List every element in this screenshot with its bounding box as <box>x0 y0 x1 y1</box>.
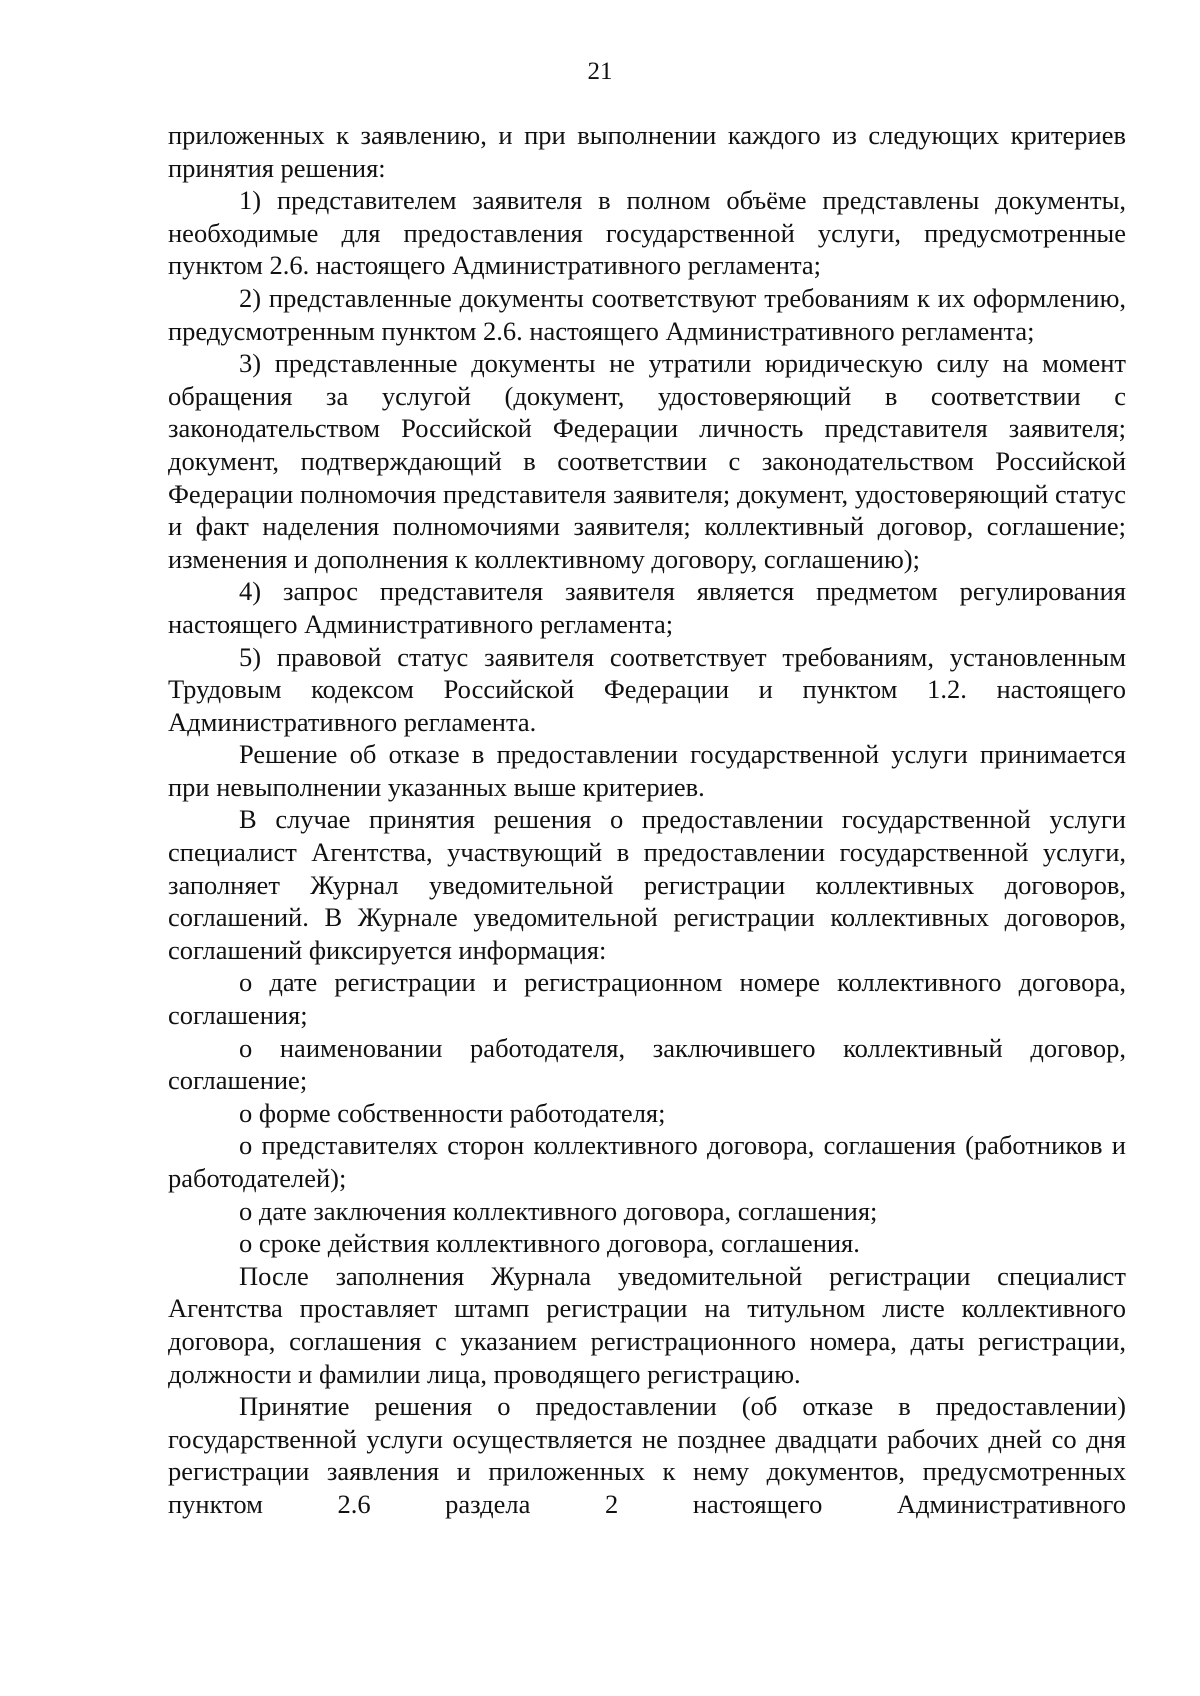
paragraph-criterion-5: 5) правовой статус заявителя соответствует требованиям, установленным Трудовым кодексом Российской Федерации и пунктом 1.2. настоящего Административного регламента. <box>168 641 1126 737</box>
paragraph-decision-deadline: Принятие решения о предоставлении (об отказе в предоставлении) государственной услуги осуществляется не позднее двадцати рабочих дней со дня регистрации заявления и приложенных к нему документов, предусмотренных пунктом 2.6 раздела 2 настоящего Административного <box>168 1391 1126 1519</box>
paragraph-criterion-1: 1) представителем заявителя в полном объёме представлены документы, необходимые для предоставления государственной услуги, предусмотренные пунктом 2.6. настоящего Административного регламента; <box>168 185 1126 281</box>
paragraph-criterion-4: 4) запрос представителя заявителя является предметом регулирования настоящего Административного регламента; <box>168 576 1126 639</box>
paragraph-intro-continuation: приложенных к заявлению, и при выполнении каждого из следующих критериев принятия решения: <box>168 120 1126 183</box>
document-body <box>168 119 1126 1521</box>
paragraph-criterion-3: 3) представленные документы не утратили юридическую силу на момент обращения за услугой (документ, удостоверяющий в соответствии с законодательством Российской Федерации личность представителя заявителя; документ, подтверждающий в соответствии с законодательством Российской Федерации полномочия представителя заявителя; документ, удостоверяющий статус и факт наделения полномочиями заявителя; коллективный договор, соглашение; изменения и дополнения к коллективному договору, соглашению); <box>168 348 1126 574</box>
paragraph-refusal-decision: Решение об отказе в предоставлении государственной услуги принимается при невыполнении указанных выше критериев. <box>168 739 1126 802</box>
paragraph-journal-filling: В случае принятия решения о предоставлении государственной услуги специалист Агентства, участвующий в предоставлении государственной услуги, заполняет Журнал уведомительной регистрации коллективных договоров, соглашений. В Журнале уведомительной регистрации коллективных договоров, соглашений фиксируется информация: <box>168 804 1126 965</box>
paragraph-info-ownership-form: о форме собственности работодателя; <box>239 1097 666 1128</box>
paragraph-criterion-2: 2) представленные документы соответствуют требованиям к их оформлению, предусмотренным пунктом 2.6. настоящего Административного регламента; <box>168 282 1126 346</box>
paragraph-info-validity-period: о сроке действия коллективного договора, соглашения. <box>239 1228 860 1259</box>
paragraph-info-conclusion-date: о дате заключения коллективного договора, соглашения; <box>239 1195 878 1226</box>
paragraph-info-representatives: о представителях сторон коллективного договора, соглашения (работников и работодателей); <box>168 1130 1126 1193</box>
paragraph-info-employer-name: о наименовании работодателя, заключившего коллективный договор, соглашение; <box>168 1032 1126 1096</box>
paragraph-registration-stamp: После заполнения Журнала уведомительной регистрации специалист Агентства проставляет штамп регистрации на титульном листе коллективного договора, соглашения с указанием регистрационного номера, даты регистрации, должности и фамилии лица, проводящего регистрацию. <box>168 1260 1126 1389</box>
paragraph-info-registration-date: о дате регистрации и регистрационном номере коллективного договора, соглашения; <box>168 967 1126 1031</box>
page-number: 21 <box>587 58 613 85</box>
